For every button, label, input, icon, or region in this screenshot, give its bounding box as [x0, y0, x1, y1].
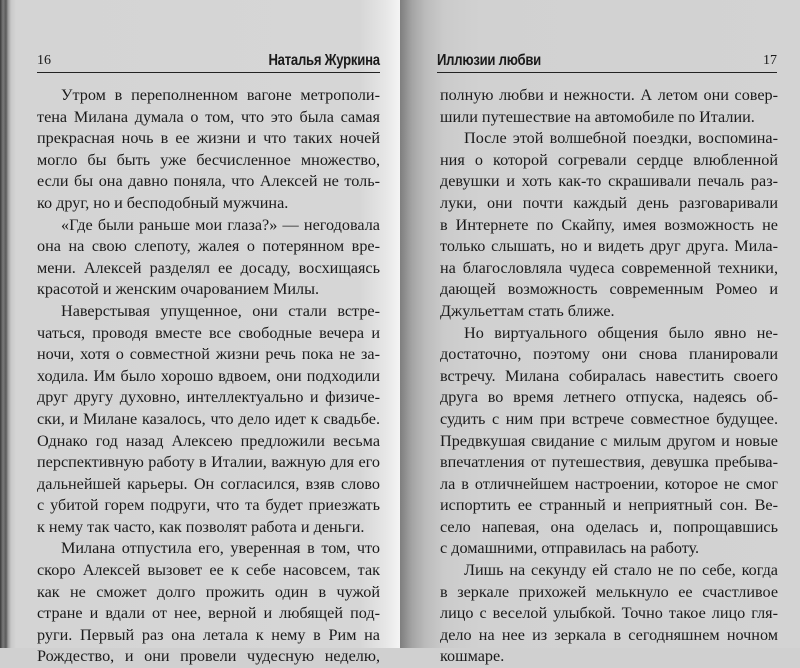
- text-line: руги. Первый раз она летала к нему в Рим на: [37, 625, 380, 644]
- text-line: мени. Алексей разделял ее досаду, восхищаясь: [37, 258, 380, 277]
- right-page-header: [437, 46, 777, 73]
- text-line: кошмаре.: [440, 647, 505, 666]
- text-line: дающей возможность современным Ромео и: [440, 280, 778, 299]
- right-page: [400, 0, 800, 666]
- text-line: стране и вдали от нее, верной и любящей под-: [37, 604, 380, 623]
- left-page-header: [37, 46, 380, 73]
- text-line: ходила. Им было хорошо вдвоем, они подходили: [37, 366, 380, 385]
- paragraph-first-line: После этой волшебной поездки, воспомина-: [464, 129, 778, 148]
- text-line: испортить ее странный и неприятный сон. Ве-: [440, 496, 778, 515]
- text-line: с домашними, отправилась на работу.: [440, 539, 700, 558]
- text-line: прекрасная ночь в ее жизни и что таких ночей: [37, 129, 380, 148]
- text-line: на благословляла чудеса современной техники,: [440, 258, 778, 277]
- text-line: красотой и женским очарованием Милы.: [37, 280, 320, 299]
- text-line: друга во время летнего отпуска, надеясь об-: [440, 388, 778, 407]
- text-line: в Интернете по Скайпу, имея возможность не: [440, 215, 778, 234]
- text-line: лицо с веселой улыбкой. Точно такое лицо гля-: [440, 604, 778, 623]
- text-line: судить с ним при встрече совместное будущее.: [440, 409, 778, 428]
- text-line: скоро Алексей вызовет ее к себе насовсем, так: [37, 561, 380, 580]
- text-line: село напевая, она оделась и, попрощавшись: [440, 517, 778, 536]
- paragraph-first-line: Милана отпустила его, уверенная в том, что: [61, 539, 380, 558]
- text-line: тена Милана думала о том, что это была самая: [37, 107, 380, 126]
- text-line: полную любви и нежности. А летом они совер-: [440, 86, 778, 104]
- text-line: шили путешествие на автомобиле по Италии.: [440, 107, 755, 126]
- paragraph-first-line: Лишь на секунду ей стало не по себе, когда: [464, 561, 778, 580]
- text-line: Однако год назад Алексею предложили весьма: [37, 431, 380, 450]
- text-line: только слышать, но и видеть друг друга. Мила-: [440, 237, 778, 256]
- text-line: Предвкушая свидание с милым другом и новые: [440, 431, 778, 450]
- paragraph-first-line: Утром в переполненном вагоне метрополи-: [61, 86, 380, 104]
- text-line: могло бы быть уже бесчисленное множество,: [37, 150, 380, 169]
- text-line: дело на нее из зеркала в сегодняшнем ночном: [440, 625, 778, 644]
- page-number: 16: [37, 53, 51, 68]
- text-line: Джульеттам стать ближе.: [440, 301, 615, 320]
- text-line: друг другу духовно, интеллектуально и физиче-: [37, 388, 380, 407]
- text-line: девушки и хоть как-то скрашивали печаль раз-: [440, 172, 778, 191]
- left-page-body: [37, 85, 380, 668]
- page-number: 17: [763, 53, 777, 68]
- text-line: чаться, проводя вместе все свободные вечера и: [37, 323, 380, 342]
- text-line: ски, и Милане казалось, что дело идет к свадьбе.: [37, 409, 380, 428]
- text-line: ла в отличнейшем настроении, которое не смог: [440, 474, 778, 493]
- text-line: дальнейшей карьеры. Он согласился, взяв слово: [37, 474, 380, 493]
- text-line: Рождество, и они провели чудесную неделю,: [37, 647, 380, 666]
- text-line: если бы она давно поняла, что Алексей не толь-: [37, 172, 380, 191]
- text-line: впечатления от путешествия, девушка пребыва-: [440, 453, 778, 472]
- text-line: встречу. Милана собиралась навестить своего: [440, 366, 778, 385]
- text-line: к нему так часто, как позволят работа и деньги.: [37, 517, 365, 536]
- text-line: с убитой горем подруги, что та будет приезжать: [37, 496, 380, 515]
- paragraph-first-line: Но виртуального общения было явно не-: [464, 323, 778, 342]
- text-line: как не сможет долго прожить один в чужой: [37, 582, 380, 601]
- text-line: перспективную работу в Италии, важную для его: [37, 453, 380, 472]
- text-line: достаточно, поэтому они снова планировали: [440, 345, 778, 364]
- text-line: она на свою слепоту, жалея о потерянном вре-: [37, 237, 380, 256]
- text-line: луки, они почти каждый день разговаривали: [440, 193, 778, 212]
- text-line: в зеркале прихожей мелькнуло ее счастливое: [440, 582, 778, 601]
- running-title-book: Иллюзии любви: [437, 52, 542, 69]
- left-page: [0, 0, 400, 666]
- paragraph-first-line: Наверстывая упущенное, они стали встре-: [61, 301, 380, 320]
- text-line: ночи, хотя о совместной жизни речь пока не за-: [37, 345, 380, 364]
- right-page-body: [440, 85, 778, 668]
- paragraph-first-line: «Где были раньше мои глаза?» — негодовала: [61, 215, 380, 234]
- running-title-author: Наталья Журкина: [268, 52, 380, 69]
- text-line: ния о которой согревали сердце влюбленной: [440, 150, 778, 169]
- text-line: ко друг, но и бесподобный мужчина.: [37, 193, 289, 212]
